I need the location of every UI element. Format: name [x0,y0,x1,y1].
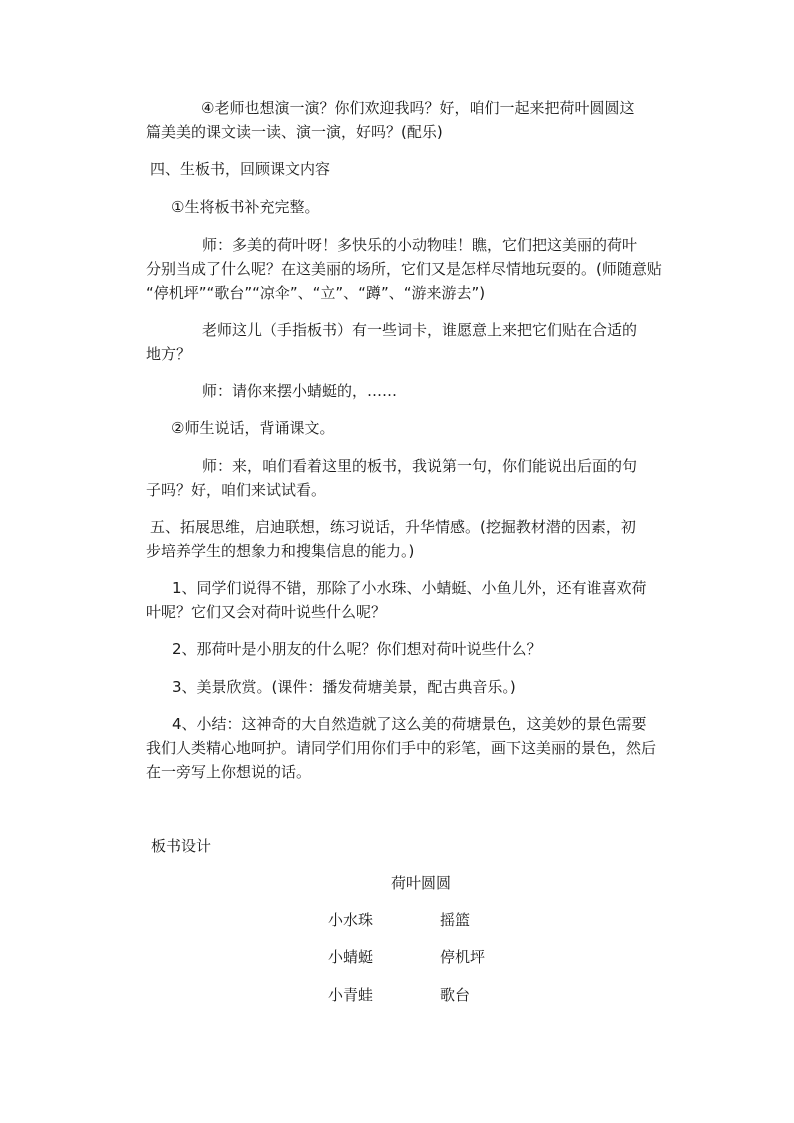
paragraph-word-cards-line1: 老师这儿（手指板书）有一些词卡，谁愿意上来把它们贴在合适的 [202,321,638,339]
item-one-line1: 1、同学们说得不错，那除了小水珠、小蜻蜓、小鱼儿外，还有谁喜欢荷 [172,579,647,597]
board-row-right: 歌台 [440,986,471,1004]
section-heading-four: 四、生板书，回顾课文内容 [150,160,331,178]
board-row-left: 小蜻蜓 [328,948,374,966]
paragraph-teacher-act-line1: ④老师也想演一演？你们欢迎我吗？好，咱们一起来把荷叶圆圆这 [201,99,635,117]
board-row-left: 小水珠 [328,911,374,929]
paragraph-dragonfly: 师：请你来摆小蜻蜓的，…… [202,382,398,400]
paragraph-word-cards-line2: 地方？ [146,345,192,363]
item-three: 3、美景欣赏。(课件：播发荷塘美景，配古典音乐。) [172,678,516,696]
board-row-left: 小青蛙 [328,986,374,1004]
subsection-one: ①生将板书补充完整。 [171,198,320,216]
item-four-line3: 在一旁写上你想说的话。 [146,763,312,781]
board-row-right: 摇篮 [440,911,471,929]
paragraph-board-recite-line2: 子吗？好，咱们来试试看。 [146,481,327,499]
board-design-heading: 板书设计 [151,837,212,855]
section-heading-five-line1: 五、拓展思维，启迪联想，练习说话，升华情感。(挖掘教材潜的因素，初 [150,518,636,536]
paragraph-teacher-lotus-line3: “停机坪”“歌台”“凉伞”、“立”、“蹲”、“游来游去”) [146,284,486,302]
paragraph-teacher-lotus-line1: 师：多美的荷叶呀！多快乐的小动物哇！瞧，它们把这美丽的荷叶 [202,236,638,254]
item-one-line2: 叶呢？它们又会对荷叶说些什么呢？ [146,603,387,621]
paragraph-board-recite-line1: 师：来，咱们看着这里的板书，我说第一句，你们能说出后面的句 [202,457,638,475]
item-two: 2、那荷叶是小朋友的什么呢？你们想对荷叶说些什么？ [172,640,542,658]
board-row-right: 停机坪 [440,948,486,966]
item-four-line2: 我们人类精心地呵护。请同学们用你们手中的彩笔，画下这美丽的景色，然后 [146,739,657,757]
item-four-line1: 4、小结：这神奇的大自然造就了这么美的荷塘景色，这美妙的景色需要 [172,715,647,733]
paragraph-teacher-lotus-line2: 分别当成了什么呢？在这美丽的场所，它们又是怎样尽情地玩耍的。(师随意贴 [146,260,662,278]
subsection-two: ②师生说话，背诵课文。 [171,419,335,437]
board-title: 荷叶圆圆 [391,874,452,892]
paragraph-teacher-act-line2: 篇美美的课文读一读、演一演，好吗？(配乐) [146,123,443,141]
section-heading-five-line2: 步培养学生的想象力和搜集信息的能力。) [146,542,415,560]
